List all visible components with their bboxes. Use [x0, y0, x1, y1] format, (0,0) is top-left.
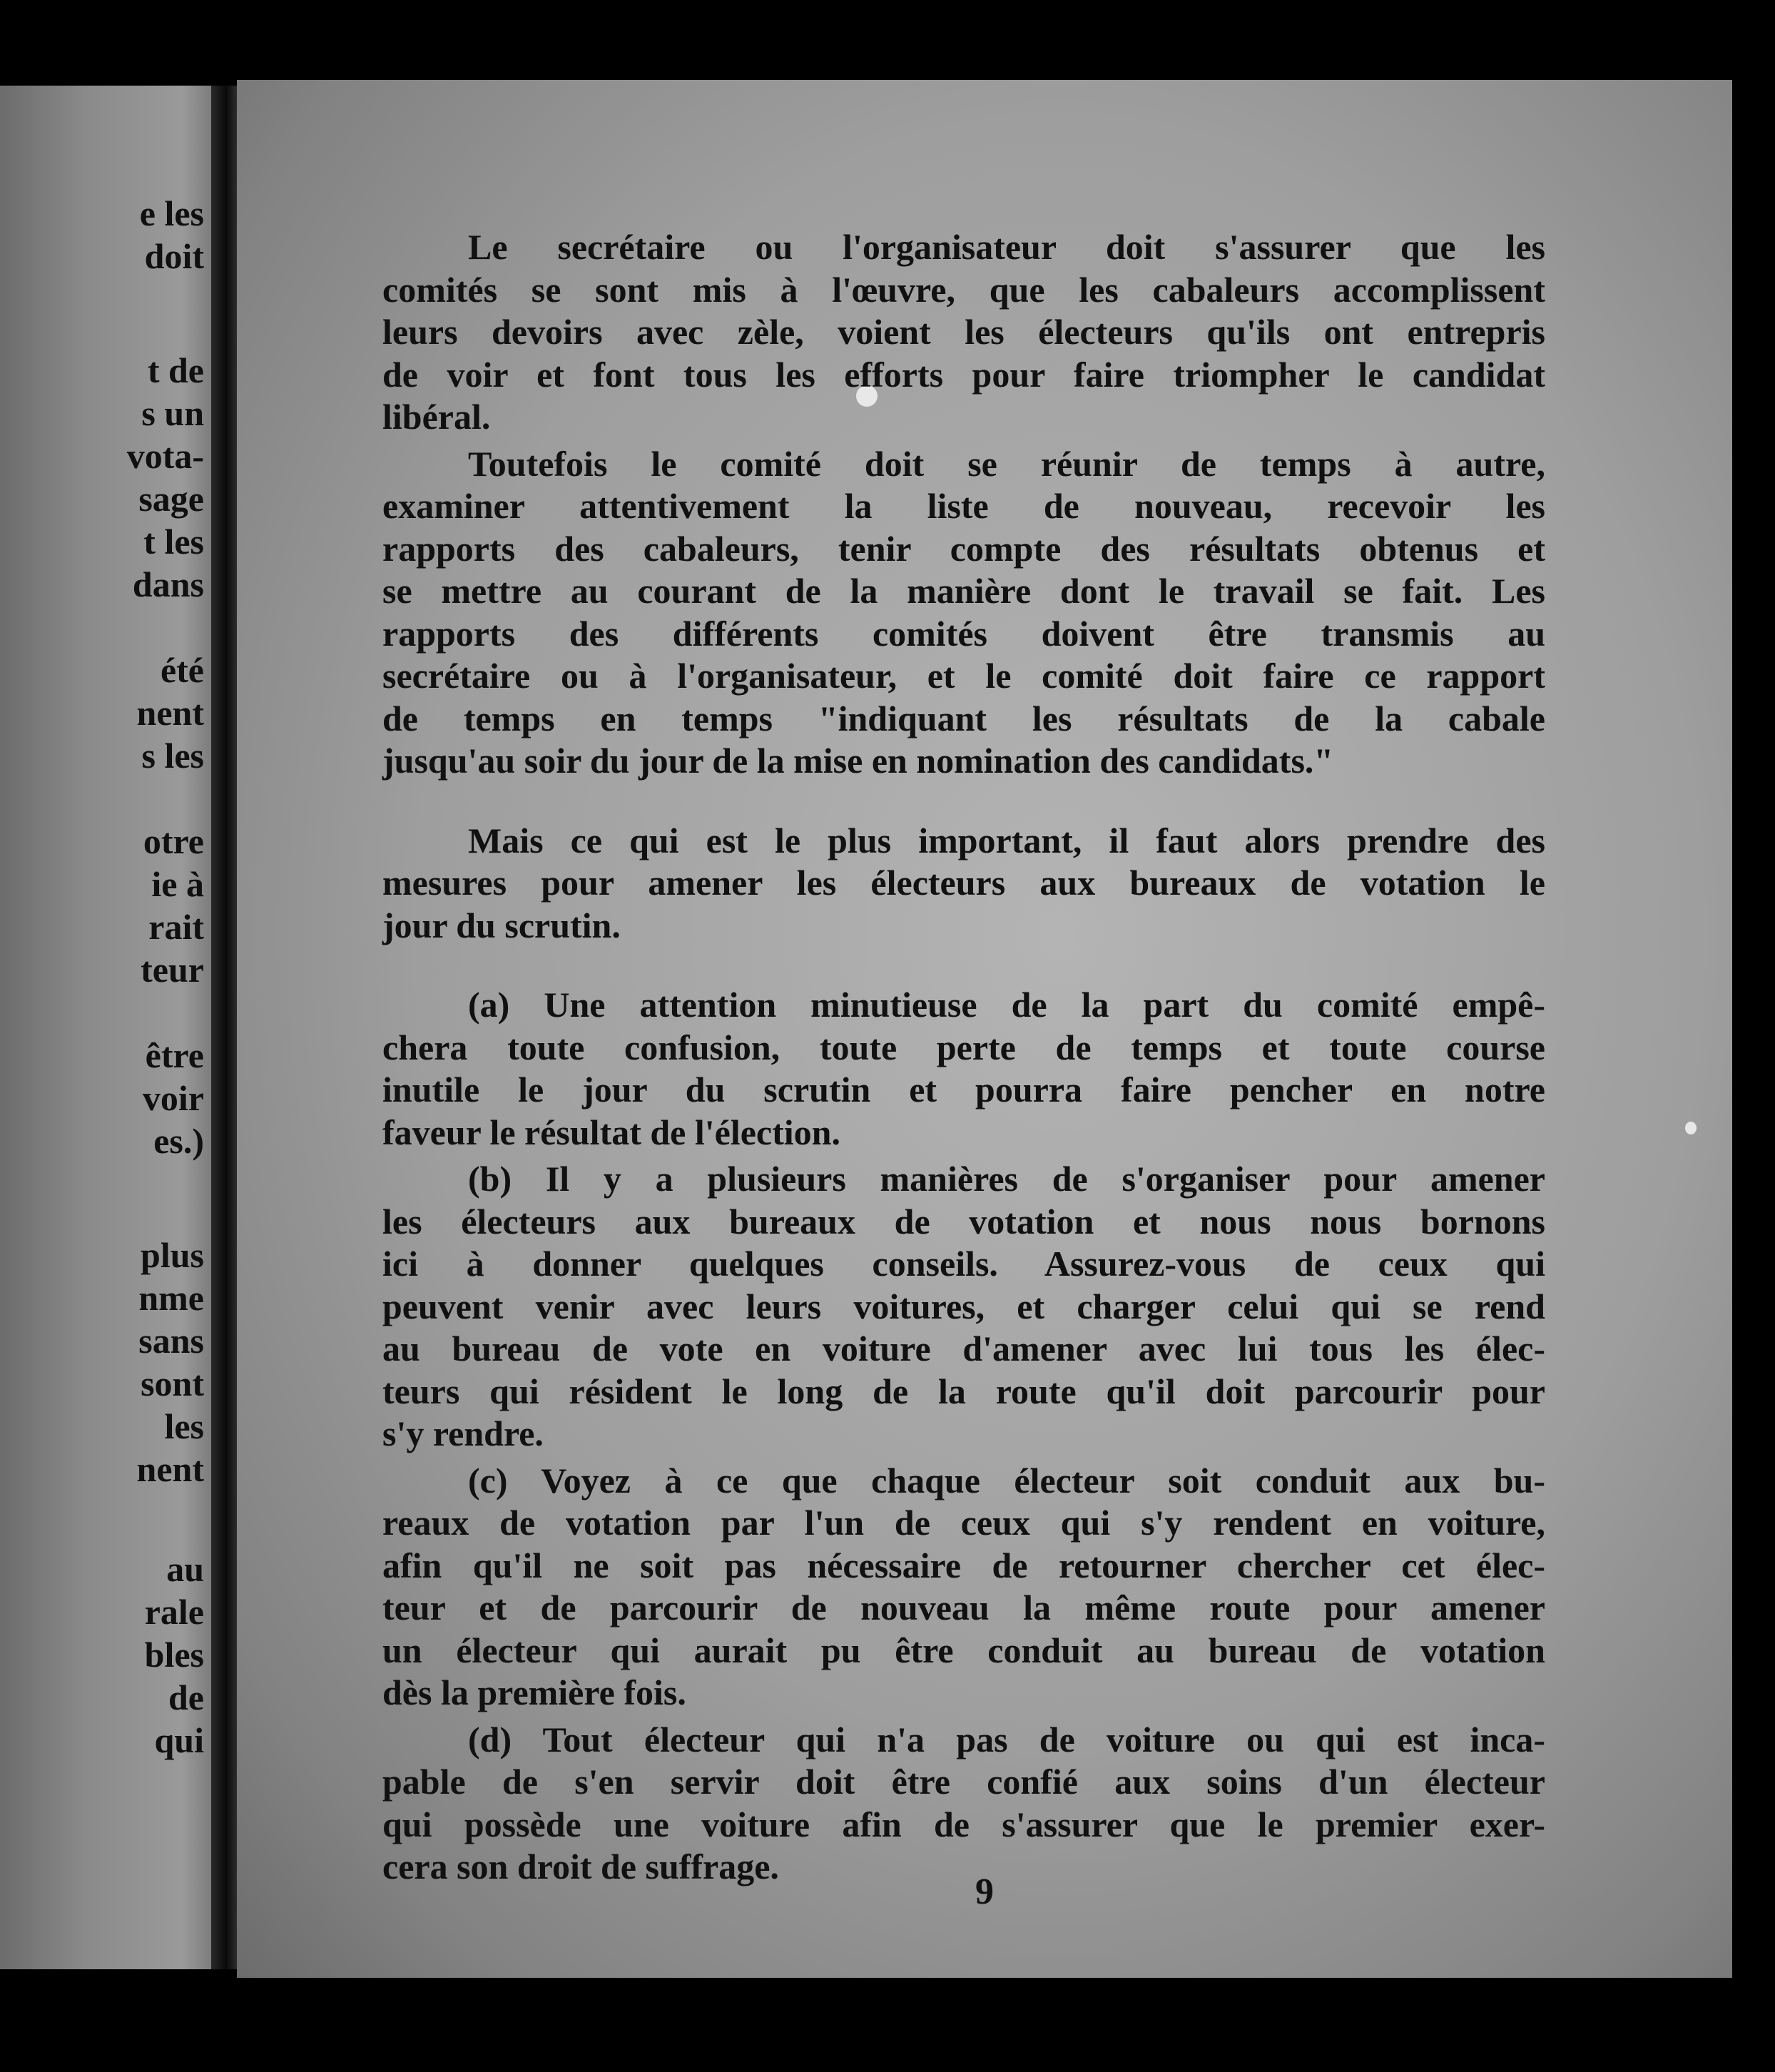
text-line: se mettre au courant de la manière dont le travail se fait. Les	[382, 571, 1545, 611]
text-line: de temps en temps "indiquant les résultats de la cabale	[382, 698, 1545, 738]
text-line: jusqu'au soir du jour de la mise en nomination des candidats."	[382, 741, 1334, 781]
text-line: Mais ce qui est le plus important, il faut alors prendre des	[468, 820, 1545, 860]
previous-page-line: au	[166, 1549, 204, 1589]
text-line: afin qu'il ne soit pas nécessaire de retourner chercher cet élec-	[382, 1545, 1545, 1585]
previous-page-line: ie à	[151, 864, 204, 904]
previous-page-line: t les	[143, 522, 204, 562]
text-line: Toutefois le comité doit se réunir de temps à autre,	[468, 443, 1545, 484]
paragraph	[382, 1719, 1545, 1889]
text-line: teur et de parcourir de nouveau la même route pour amener	[382, 1588, 1545, 1627]
previous-page-line: vota-	[126, 436, 204, 476]
text-line: libéral.	[382, 397, 491, 437]
text-line: faveur le résultat de l'élection.	[382, 1112, 840, 1152]
paragraph	[382, 1158, 1545, 1456]
previous-page-line: plus	[141, 1235, 204, 1275]
previous-page-line: bles	[144, 1635, 204, 1675]
text-line: qui possède une voiture afin de s'assurer que le premier exer-	[382, 1804, 1545, 1844]
text-line: un électeur qui aurait pu être conduit au bureau de votation	[382, 1630, 1545, 1670]
page	[237, 80, 1732, 1978]
previous-page-line: été	[160, 650, 204, 690]
paragraph	[382, 984, 1545, 1154]
text-line: Le secrétaire ou l'organisateur doit s'assurer que les	[468, 227, 1545, 267]
text-line: inutile le jour du scrutin et pourra faire pencher en notre	[382, 1070, 1545, 1109]
text-line: chera toute confusion, toute perte de temps et toute course	[382, 1027, 1545, 1067]
text-line: (a) Une attention minutieuse de la part du comité empê-	[468, 985, 1545, 1025]
text-line: reaux de votation par l'un de ceux qui s'y rendent en voiture,	[382, 1503, 1545, 1543]
previous-page-line: otre	[143, 821, 204, 861]
previous-page-line: nent	[136, 1449, 204, 1489]
text-line: mesures pour amener les électeurs aux bureaux de votation le	[382, 863, 1545, 903]
text-line: s'y rendre.	[382, 1413, 544, 1453]
text-line: au bureau de vote en voiture d'amener avec lui tous les élec-	[382, 1329, 1545, 1368]
previous-page-line: voir	[142, 1078, 204, 1118]
text-line: cera son droit de suffrage.	[382, 1847, 779, 1886]
text-line: secrétaire ou à l'organisateur, et le comité doit faire ce rapport	[382, 656, 1545, 696]
previous-page-line: sans	[138, 1321, 204, 1361]
text-line: dès la première fois.	[382, 1672, 686, 1712]
page-number: 9	[975, 1872, 994, 1912]
previous-page-line: doit	[144, 236, 204, 276]
previous-page-line: nent	[136, 693, 204, 733]
text-line: rapports des différents comités doivent être transmis au	[382, 613, 1545, 654]
previous-page-line: sont	[141, 1363, 204, 1403]
previous-page-line: sage	[138, 479, 204, 519]
scan-speck	[1685, 1122, 1697, 1134]
text-line: teurs qui résident le long de la route qu'il doit parcourir pour	[382, 1371, 1545, 1411]
paragraph	[382, 443, 1545, 783]
previous-page-line: nme	[138, 1278, 204, 1318]
text-line: ici à donner quelques conseils. Assurez-vous de ceux qui	[382, 1244, 1545, 1284]
previous-page-line: s les	[141, 736, 204, 776]
body-text	[382, 226, 1545, 1889]
text-line: comités se sont mis à l'œuvre, que les cabaleurs accomplissent	[382, 269, 1545, 310]
previous-page-line: rale	[144, 1592, 204, 1632]
text-line: jour du scrutin.	[382, 905, 621, 945]
previous-page-line: e les	[139, 193, 204, 233]
text-line: les électeurs aux bureaux de votation et nous nous bornons	[382, 1201, 1545, 1241]
previous-page-line: es.)	[153, 1121, 204, 1161]
paragraph	[382, 226, 1545, 439]
previous-page-line: qui	[154, 1720, 204, 1760]
text-line: de voir et font tous les efforts pour faire triompher le candidat	[382, 354, 1545, 395]
previous-page-line: teur	[141, 950, 204, 990]
text-line: pable de s'en servir doit être confié aux soins d'un électeur	[382, 1762, 1545, 1802]
text-line: peuvent venir avec leurs voitures, et charger celui qui se rend	[382, 1286, 1545, 1326]
text-line: rapports des cabaleurs, tenir compte des résultats obtenus et	[382, 528, 1545, 569]
text-line: (d) Tout électeur qui n'a pas de voiture ou qui est inca-	[468, 1719, 1545, 1759]
previous-page-fragment	[0, 86, 214, 1969]
text-line: (b) Il y a plusieurs manières de s'organiser pour amener	[468, 1159, 1545, 1199]
previous-page-line: être	[145, 1035, 204, 1075]
text-line: (c) Voyez à ce que chaque électeur soit conduit aux bu-	[468, 1460, 1545, 1500]
text-line: examiner attentivement la liste de nouveau, recevoir les	[382, 486, 1545, 526]
previous-page-line: de	[168, 1677, 204, 1717]
previous-page-line: les	[164, 1406, 204, 1446]
paragraph	[382, 820, 1545, 948]
previous-page-line: dans	[132, 564, 204, 604]
paragraph	[382, 1460, 1545, 1715]
previous-page-line: t de	[147, 350, 204, 390]
previous-page-line: rait	[148, 907, 204, 947]
text-line: leurs devoirs avec zèle, voient les électeurs qu'ils ont entrepris	[382, 312, 1545, 352]
previous-page-line: s un	[141, 393, 204, 433]
